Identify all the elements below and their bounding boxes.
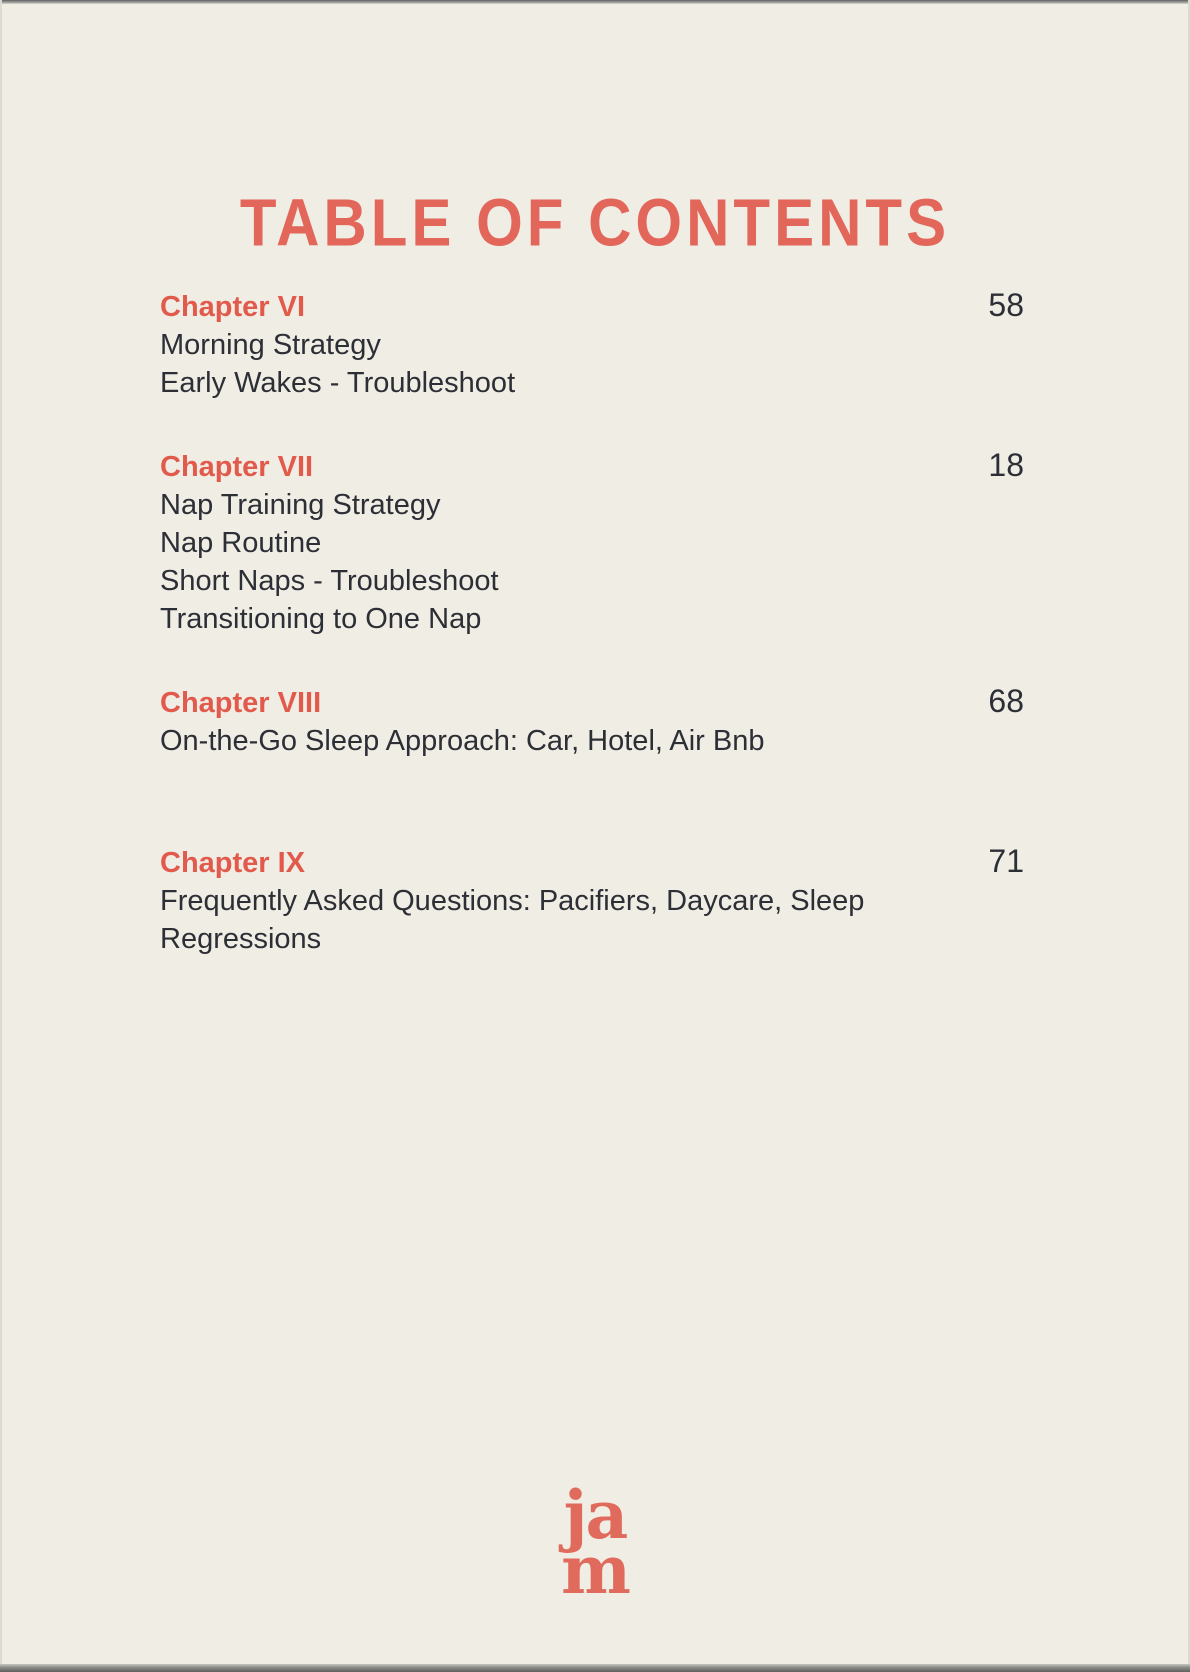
toc-entry-header [160, 286, 1024, 326]
jam-logo-line-m: m [561, 1531, 629, 1609]
page-top-edge [0, 0, 1190, 4]
toc-page-number: 68 [988, 683, 1024, 719]
toc-item: Frequently Asked Questions: Pacifiers, Daycare, Sleep Regressions [160, 885, 865, 955]
toc-page-number: 58 [988, 287, 1024, 323]
toc-item-list [160, 722, 920, 760]
toc-item-list [160, 486, 920, 638]
toc-chapter-label: Chapter VIII [160, 687, 322, 719]
toc-item: Short Naps - Troubleshoot [160, 565, 499, 597]
toc-item: Morning Strategy [160, 329, 381, 361]
toc-chapter-label: Chapter IX [160, 847, 306, 879]
toc-item: Transitioning to One Nap [160, 603, 482, 635]
toc-entry [160, 446, 1024, 638]
jam-logo-line-ja: ja [563, 1476, 627, 1554]
toc-item: Early Wakes - Troubleshoot [160, 367, 516, 399]
toc-entry-header [160, 842, 1024, 882]
toc-chapter-label: Chapter VI [160, 291, 306, 323]
toc-chapter-label: Chapter VII [160, 451, 314, 483]
toc-item: Nap Routine [160, 527, 322, 559]
toc-item: Nap Training Strategy [160, 489, 441, 521]
table-of-contents [160, 286, 1024, 1002]
toc-entry [160, 682, 1024, 760]
toc-item-list [160, 882, 920, 958]
jam-logo [0, 1476, 1190, 1609]
toc-item-list [160, 326, 920, 402]
page-title: TABLE OF CONTENTS [239, 185, 951, 261]
page-bottom-edge [0, 1664, 1190, 1672]
toc-entry-header [160, 446, 1024, 486]
toc-entry [160, 286, 1024, 402]
toc-page-number: 18 [988, 447, 1024, 483]
toc-entry [160, 842, 1024, 958]
toc-page-number: 71 [988, 843, 1024, 879]
toc-entry-header [160, 682, 1024, 722]
toc-item: On-the-Go Sleep Approach: Car, Hotel, Air Bnb [160, 725, 765, 757]
